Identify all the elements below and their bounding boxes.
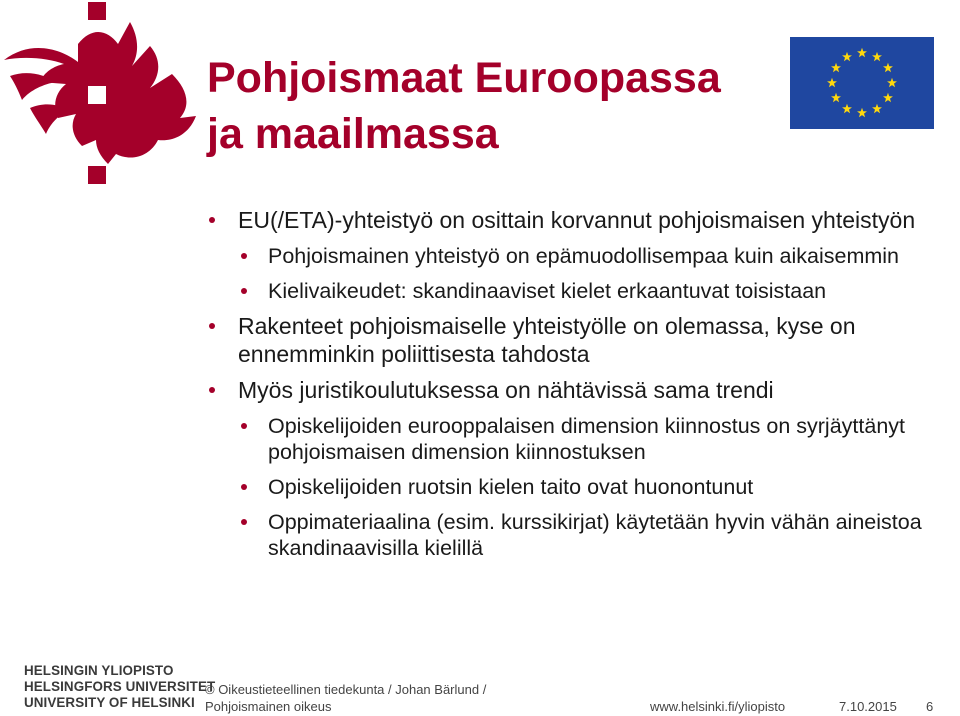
bullet-icon	[209, 387, 215, 393]
bullet-icon	[241, 253, 247, 259]
sub-bullet-item: Kielivaikeudet: skandinaaviset kielet erkaantuvat toisistaan	[268, 278, 960, 304]
sub-bullet-item: Pohjoismainen yhteistyö on epämuodollisempaa kuin aikaisemmin	[268, 243, 960, 269]
bullet-icon	[209, 323, 215, 329]
footer-copyright: © Oikeustieteellinen tiedekunta / Johan Bärlund / Pohjoismainen oikeus	[205, 682, 487, 714]
bullet-icon	[241, 484, 247, 490]
title-line-2: ja maailmassa	[207, 110, 499, 158]
sub-bullet-item: Oppimateriaalina (esim. kurssikirjat) käytetään hyvin vähän aineistoa skandinaavisilla kielillä	[268, 509, 960, 561]
bullet-item: Myös juristikoulutuksessa on nähtävissä sama trendi	[238, 376, 960, 404]
university-name-sv: HELSINGFORS UNIVERSITET	[24, 679, 216, 694]
university-wordmark	[24, 663, 215, 711]
sub-bullet-item: Opiskelijoiden ruotsin kielen taito ovat huonontunut	[268, 474, 960, 500]
eu-flag-icon	[790, 37, 934, 129]
page-number: 6	[926, 699, 934, 714]
sub-bullet-item: Opiskelijoiden eurooppalaisen dimension kiinnostus on syrjäyttänyt pohjoismaisen dimension kiinnostuksen	[268, 413, 960, 465]
title-line-1: Pohjoismaat Euroopassa	[207, 54, 721, 102]
footer-url: www.helsinki.fi/yliopisto	[650, 699, 786, 714]
bullet-icon	[241, 519, 247, 525]
bullet-item: EU(/ETA)-yhteistyö on osittain korvannut pohjoismaisen yhteistyön	[238, 206, 960, 234]
university-flame-logo-icon	[0, 0, 200, 190]
bullet-icon	[209, 217, 215, 223]
footer-date: 7.10.2015	[839, 699, 897, 714]
bullet-icon	[241, 423, 247, 429]
bullet-list	[238, 206, 960, 561]
university-name-en: UNIVERSITY OF HELSINKI	[24, 695, 195, 710]
university-name-fi: HELSINGIN YLIOPISTO	[24, 663, 174, 678]
page-title	[207, 50, 721, 162]
bullet-item: Rakenteet pohjoismaiselle yhteistyölle on olemassa, kyse on ennemminkin poliittisesta tahdosta	[238, 312, 960, 368]
bullet-icon	[241, 288, 247, 294]
